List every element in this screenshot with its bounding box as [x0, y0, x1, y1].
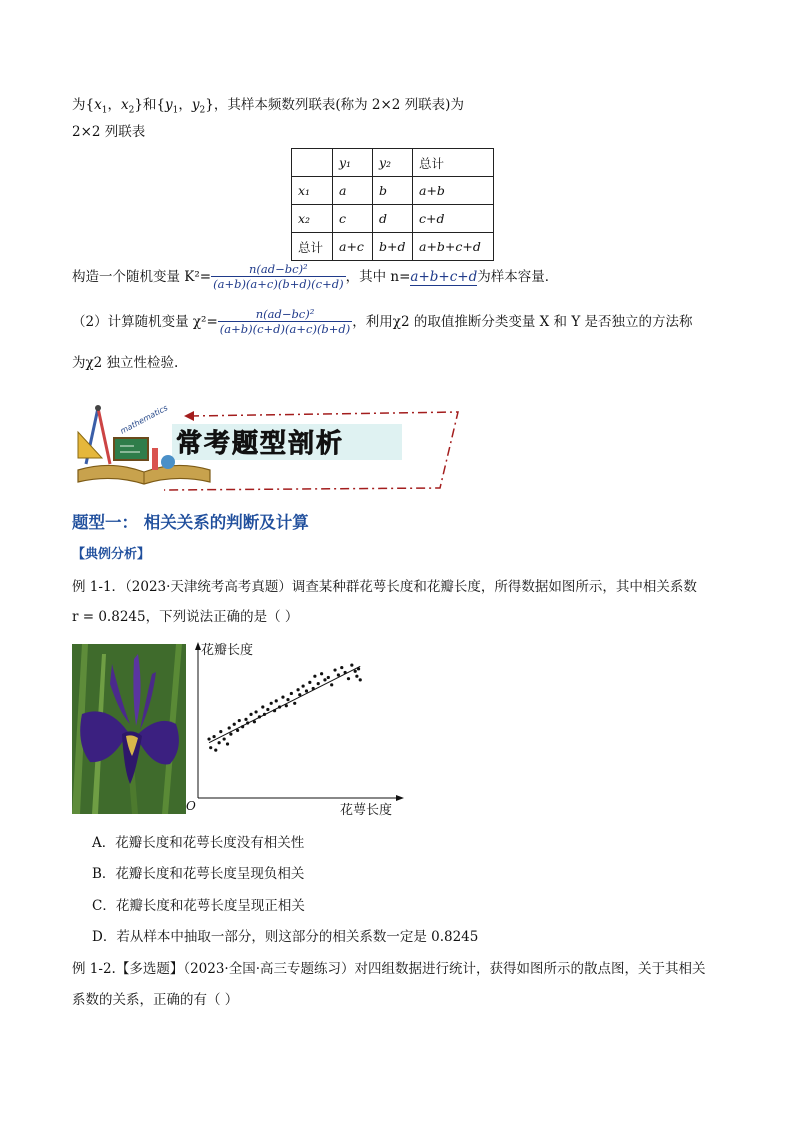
scatter-point [350, 664, 353, 667]
example1-line-2: r = 0.8245，下列说法正确的是（ ） [72, 609, 299, 625]
scatter-points [207, 664, 361, 752]
scatter-point [233, 723, 236, 726]
scatter-point [312, 687, 315, 690]
contingency-table [291, 148, 494, 261]
table-cell: 总计 [292, 233, 333, 261]
scatter-point [285, 704, 288, 707]
table-cell: b+d [373, 233, 413, 261]
scatter-point [207, 737, 210, 740]
scatter-point [253, 720, 256, 723]
scatter-point [281, 696, 284, 699]
scatter-point [278, 705, 281, 708]
scatter-point [355, 675, 358, 678]
scatter-point [313, 675, 316, 678]
table-cell: c [333, 205, 373, 233]
scatter-point [229, 733, 232, 736]
intro-line-1: 为{$x_1$，$x_2$}和{$y_1$，$y_2$}，其样本频数列联表(称为 2×2 列联表)为 [72, 97, 464, 116]
scatter-point [270, 702, 273, 705]
option-d: D．若从样本中抽取一部分，则这部分的相关系数一定是 0.8245 [92, 929, 479, 945]
scatter-point [244, 718, 247, 721]
example2-line-1: 例 1-2.【多选题】（2023·全国·高三专题练习）对四组数据进行统计，获得如图所示的散点图，关于其相关 [72, 961, 706, 977]
table-cell: x₂ [292, 205, 333, 233]
section-heading: 题型一： 相关关系的判断及计算 [72, 513, 309, 532]
table-cell: y₂ [373, 149, 413, 177]
scatter-point [340, 666, 343, 669]
scatter-point [302, 684, 305, 687]
scatter-point [308, 681, 311, 684]
scatter-point [236, 729, 239, 732]
intro-line-2: 2×2 列联表 [72, 124, 146, 140]
chi-fraction: $\frac{\text{n(ad−bc)²}}{(a+b)(c+d)(a+c)(b+d)}$ [219, 307, 351, 336]
table-row [292, 149, 494, 177]
scatter-point [327, 676, 330, 679]
scatter-point [286, 698, 289, 701]
table-cell: d [373, 205, 413, 233]
table-cell: a [333, 177, 373, 205]
banner-title: 常考题型剖析 [176, 429, 345, 459]
scatter-point [214, 749, 217, 752]
scatter-point [344, 671, 347, 674]
iris-flower-photo [72, 644, 186, 814]
scatter-point [354, 670, 357, 673]
scatter-point [254, 710, 257, 713]
y-axis-label: 花瓣长度 [201, 643, 254, 658]
scatter-point [218, 741, 221, 744]
scatter-point [305, 689, 308, 692]
scatter-point [357, 667, 360, 670]
scatter-point [266, 708, 269, 711]
section-banner [72, 402, 464, 494]
banner-graphic [72, 402, 464, 494]
scatter-chart [186, 636, 416, 822]
scatter-point [219, 730, 222, 733]
table-cell: x₁ [292, 177, 333, 205]
table-cell [292, 149, 333, 177]
scatter-point [209, 746, 212, 749]
scatter-point [249, 713, 252, 716]
x-axis-label: 花萼长度 [340, 803, 393, 818]
scatter-point [241, 725, 244, 728]
table-row [292, 233, 494, 261]
example2-line-2: 系数的关系，正确的有（ ） [72, 992, 239, 1008]
scatter-point [317, 682, 320, 685]
scatter-point [246, 721, 249, 724]
scatter-point [212, 735, 215, 738]
scatter-point [347, 677, 350, 680]
table-row [292, 177, 494, 205]
scatter-point [275, 699, 278, 702]
x-axis-arrow [396, 795, 404, 801]
table-cell: a+c [333, 233, 373, 261]
scatter-point [263, 713, 266, 716]
table-cell: a+b+c+d [413, 233, 494, 261]
origin-label: O [186, 799, 196, 813]
option-a: A．花瓣长度和花萼长度没有相关性 [92, 835, 305, 851]
banner-board-word: mathematics [118, 403, 170, 436]
scatter-point [333, 668, 336, 671]
table-row [292, 205, 494, 233]
chi-formula-line-2: 为χ2 独立性检验. [72, 355, 179, 371]
option-b: B．花瓣长度和花萼长度呈现负相关 [92, 866, 305, 882]
example1-line-1: 例 1-1．（2023·天津统考高考真题）调查某种群花萼长度和花瓣长度，所得数据如图所示，其中相关系数 [72, 579, 697, 595]
table-cell: b [373, 177, 413, 205]
scatter-point [298, 693, 301, 696]
scatter-point [330, 683, 333, 686]
scatter-point [296, 688, 299, 691]
table-cell: c+d [413, 205, 494, 233]
scatter-point [223, 737, 226, 740]
scatter-point [228, 726, 231, 729]
scatter-point [261, 705, 264, 708]
scatter-point [273, 709, 276, 712]
sub-label: 【典例分析】 [72, 547, 151, 562]
chi-formula-line: （2）计算随机变量 χ²= $\frac{\text{n(ad−bc)²}}{(a+b)(c+d)(a+c)(b+d)}$ ，利用χ2 的取值推断分类变量 X 和 Y 是否独立的方法称 [72, 307, 693, 336]
scatter-svg [186, 636, 416, 822]
scatter-point [323, 678, 326, 681]
scatter-point [238, 719, 241, 722]
option-c: C．花瓣长度和花萼长度呈现正相关 [92, 898, 305, 914]
k2-fraction: $\frac{\text{n(ad−bc)²}}{(a+b)(a+c)(b+d)(c+d)}$ [213, 262, 344, 291]
scatter-point [359, 678, 362, 681]
scatter-point [226, 742, 229, 745]
table-cell: a+b [413, 177, 494, 205]
scatter-point [337, 673, 340, 676]
scatter-point [320, 672, 323, 675]
trend-line [209, 666, 360, 742]
scatter-point [258, 715, 261, 718]
k2-formula-line: 构造一个随机变量 K²= $\frac{\text{n(ad−bc)²}}{(a+b)(a+c)(b+d)(c+d)}$ ，其中 n=a+b+c+d为样本容量． [72, 262, 559, 291]
scatter-point [293, 702, 296, 705]
scatter-point [290, 692, 293, 695]
table-cell: y₁ [333, 149, 373, 177]
table-cell: 总计 [413, 149, 494, 177]
